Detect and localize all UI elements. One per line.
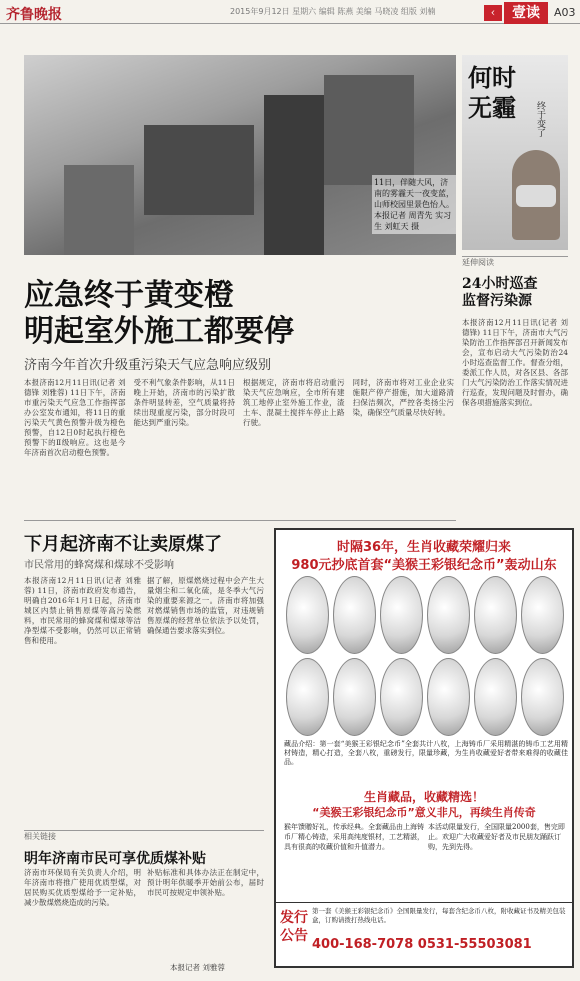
ad-title-4: “美猴王彩银纪念币”意义非凡，再续生肖传奇 bbox=[312, 806, 536, 819]
subsidy-article-body bbox=[24, 868, 264, 968]
main-col-4: 同时，济南市将对工业企业实施限产停产措施，加大道路清扫保洁频次，严控各类扬尘污染，确保空气质量尽快好转。 bbox=[352, 378, 454, 417]
coin-image bbox=[286, 658, 329, 736]
ad-title-1: 时隔36年，生肖收藏荣耀归来 bbox=[336, 540, 512, 555]
mask-illustration bbox=[516, 185, 556, 207]
coal-headline: 下月起济南不让卖原煤了 bbox=[24, 534, 222, 555]
section-tab bbox=[484, 2, 580, 24]
ad-hotline[interactable]: 400-168-7078 0531-55503081 bbox=[312, 937, 532, 952]
main-headline bbox=[24, 278, 454, 350]
main-col-3: 根据规定，济南市将启动重污染天气应急响应，全市所有建筑工地停止室外施工作业，渣土车、混凝土搅拌车停止上路行驶。 bbox=[243, 378, 345, 427]
main-subhead: 济南今年首次升级重污染天气应急响应级别 bbox=[24, 358, 272, 373]
ad-right-text: 本活动限量发行，全国限量2000套，售完即止。欢迎广大收藏爱好者及市民朋友踊跃订购，先到先得。 bbox=[428, 823, 565, 851]
coal-subhead: 市民常用的蜂窝煤和煤球不受影响 bbox=[24, 560, 174, 571]
issue-meta: 2015年9月12日 星期六 编辑 陈燕 美编 马晓凌 组版 刘楠 bbox=[230, 7, 436, 16]
sidebar-related-label: 延伸阅读 bbox=[462, 256, 568, 266]
section-label: 壹读 bbox=[504, 2, 548, 24]
coin-grid bbox=[286, 576, 564, 736]
coin-image bbox=[474, 576, 517, 654]
divider bbox=[24, 520, 456, 521]
coin-image bbox=[427, 576, 470, 654]
coin-image bbox=[521, 576, 564, 654]
ad-title-3: 生肖藏品，收藏精选！ bbox=[363, 790, 484, 804]
main-article-body bbox=[24, 378, 454, 516]
subsidy-byline: 本报记者 刘雅蓉 bbox=[170, 963, 225, 972]
photo-caption: 11日，伴随大风，济南的雾霾天一夜变蓝，山师校园里景色怡人。本报记者 周青先 实习生 刘虹天 摄 bbox=[372, 175, 456, 234]
series-subtitle: 终于变了 bbox=[535, 101, 545, 137]
newspaper-logo: 齐鲁晚报 bbox=[6, 7, 62, 23]
coin-image bbox=[333, 658, 376, 736]
coin-image bbox=[427, 658, 470, 736]
ad-description: 藏品介绍：第一套“美猴王彩银纪念币”全套共计八枚，上海铸币厂采用精湛的铸币工艺用精材铸造，精心打造，全套八枚，重磅发行，限量珍藏，为生肖收藏爱好者带来难得的收藏佳品。 bbox=[284, 740, 568, 766]
main-headline-line1: 应急终于黄变橙 bbox=[24, 278, 234, 313]
sidebar-body: 本报济南12月11日讯(记者 刘德锋) 11日下午，济南市大气污染防治工作指挥部召开新闻发布会，宣布启动大气污染防治24小时巡查监督工作。督查分组，委派工作人员，对各区县、各部门大气污染防治工作落实情况进行巡查，发现问题及时督办，确保各项措施落实到位。 bbox=[462, 318, 568, 407]
masthead bbox=[0, 0, 580, 24]
coin-image bbox=[333, 576, 376, 654]
coal-article-body bbox=[24, 576, 264, 826]
sidebar-headline-line1: 24小时巡查 bbox=[462, 276, 538, 292]
ad-left-text: 猴年馈贈好礼，传承经典。全套藏品由上海铸币厂精心铸造，采用高纯度银材，工艺精湛，具有很高的收藏价值和升值潜力。 bbox=[284, 823, 424, 851]
series-title: 何时无霾 bbox=[468, 63, 516, 122]
sidebar-headline-line2: 监督污染源 bbox=[462, 293, 532, 309]
coin-image bbox=[380, 658, 423, 736]
subsidy-col-2: 补贴标准和具体办法正在制定中，预计明年供暖季开始前公布，届时市民可按规定申领补贴。 bbox=[147, 868, 264, 897]
main-col-2: 受不利气象条件影响，从11日晚上开始，济南市的污染扩散条件明显转差，空气质量将持续出现重度污染，部分时段可能达到严重污染。 bbox=[133, 378, 235, 427]
coin-image bbox=[380, 576, 423, 654]
subsidy-col-1: 济南市环保局有关负责人介绍，明年济南市将推广使用优质型煤，对居民购买优质型煤给予一定补贴，减少散煤燃烧造成的污染。 bbox=[24, 868, 141, 907]
coal-col-2: 据了解，原煤燃烧过程中会产生大量烟尘和二氧化硫，是冬季大气污染的重要来源之一。济南市将加强对燃煤销售市场的监管，对违规销售原煤的经营单位依法予以处罚，确保通告要求落实到位。 bbox=[147, 576, 264, 635]
ad-notice-label: 发行公告 bbox=[280, 910, 308, 944]
sidebar-headline bbox=[462, 276, 568, 310]
ad-notice bbox=[276, 902, 572, 967]
subsidy-related-label: 相关链接 bbox=[24, 830, 264, 844]
ad-title-2: 980元抄底首套“美猴王彩银纪念币”轰动山东 bbox=[291, 558, 557, 573]
subsidy-headline: 明年济南市民可享优质煤补贴 bbox=[24, 851, 206, 867]
coin-advertisement bbox=[274, 528, 574, 968]
main-col-1: 本报济南12月11日讯(记者 刘德锋 刘雅蓉) 11日下午，济南市重污染天气应急工作指挥部办公室发布通知，将11日的重污染天气黄色预警升级为橙色预警，自12日0时起执行橙色预警下的Ⅱ级响应。这也是今年济南首次启动橙色预警。 bbox=[24, 378, 126, 457]
coal-col-1: 本报济南12月11日讯(记者 刘雅蓉) 11日，济南市政府发布通告，明确自2016年1月1日起，济南市城区内禁止销售原煤等高污染燃料，市民常用的蜂窝煤和煤球等洁净型煤不受影响，仍然可以正常销售和使用。 bbox=[24, 576, 141, 645]
back-arrow-icon: ‹ bbox=[484, 5, 502, 21]
page-number: A03 bbox=[554, 6, 576, 19]
ad-notes: 第一套《美猴王彩银纪念币》全国限量发行，每套含纪念币八枚，附收藏证书及精美包装盒，订购请拨打热线电话。 bbox=[312, 907, 566, 924]
coin-image bbox=[521, 658, 564, 736]
coin-image bbox=[474, 658, 517, 736]
main-headline-line2: 明起室外施工都要停 bbox=[24, 314, 294, 349]
coin-image bbox=[286, 576, 329, 654]
series-banner bbox=[462, 55, 568, 250]
